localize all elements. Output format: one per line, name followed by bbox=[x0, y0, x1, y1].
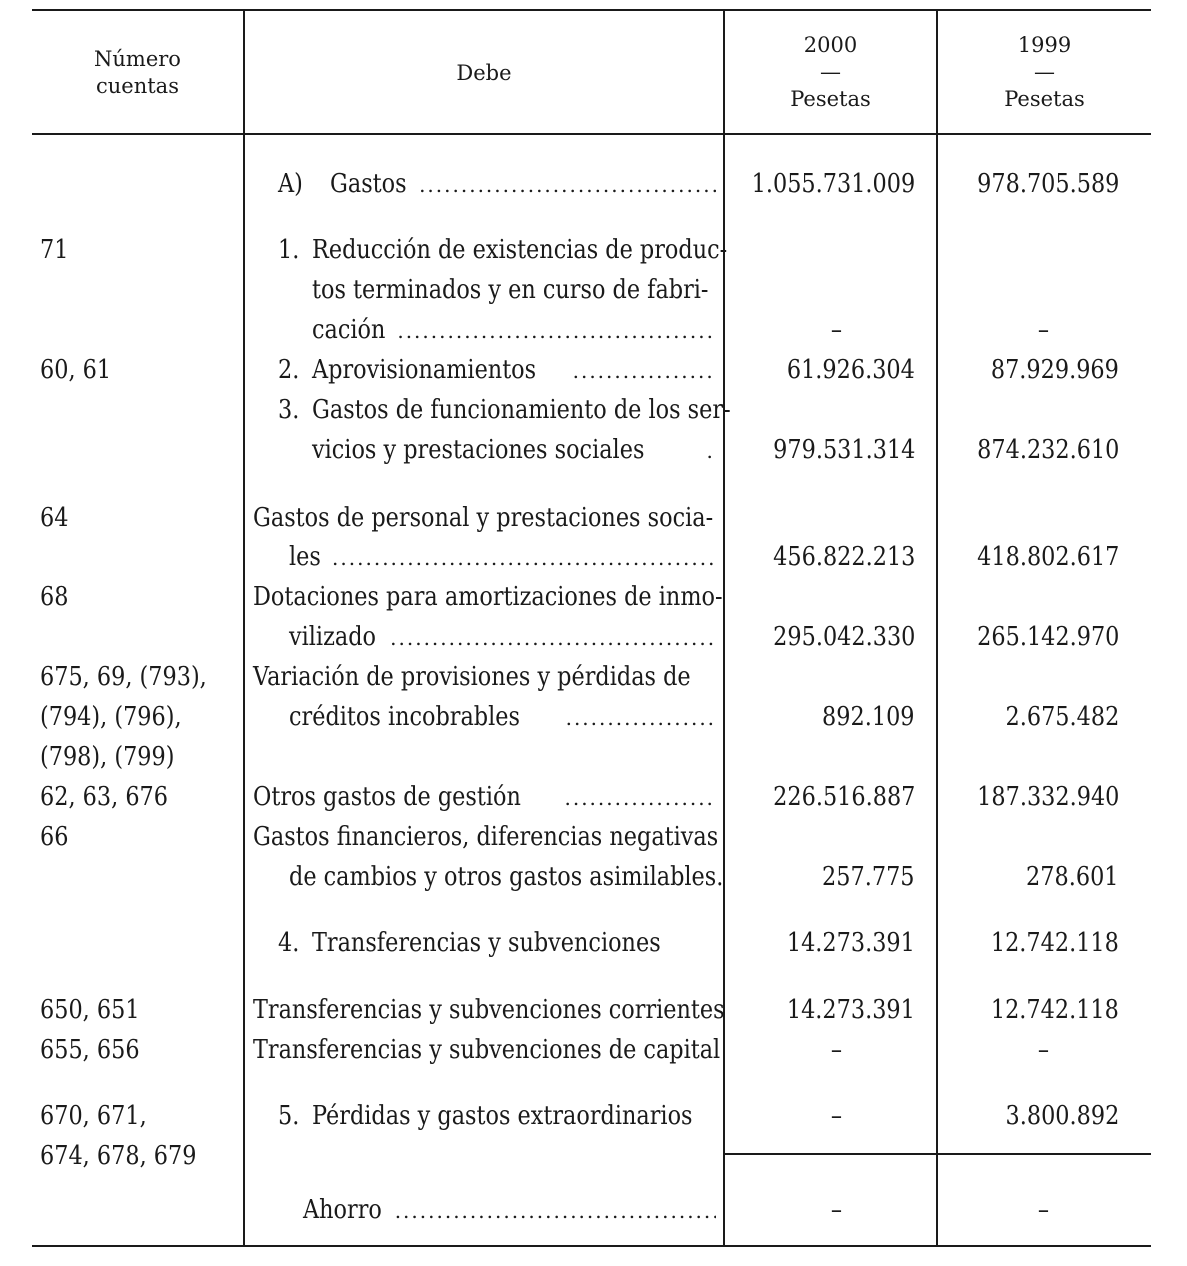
leader-dots bbox=[397, 316, 716, 346]
leader-dots bbox=[573, 356, 716, 386]
personal-line1: Gastos de personal y prestaciones socia- bbox=[253, 503, 714, 533]
row-a-value-2000: 1.055.731.009 bbox=[751, 169, 915, 199]
provisiones-account-line1: 675, 69, (793), bbox=[40, 662, 207, 692]
header-2000-year: 2000 bbox=[803, 33, 858, 57]
personal-line2 bbox=[289, 542, 716, 573]
otros-label: Otros gastos de gestión bbox=[253, 782, 521, 812]
header-2000-dash: — bbox=[820, 60, 841, 84]
dotaciones-line2 bbox=[289, 622, 716, 653]
personal-line2-label: les bbox=[289, 542, 321, 572]
leader-dots bbox=[419, 170, 716, 200]
header-1999-unit: Pesetas bbox=[1004, 87, 1085, 111]
dotaciones-value-2000: 295.042.330 bbox=[772, 622, 915, 652]
provisiones-value-2000: 892.109 bbox=[822, 702, 915, 732]
row-3-line2 bbox=[312, 435, 716, 466]
column-divider-2 bbox=[723, 9, 725, 1247]
provisiones-value-1999: 2.675.482 bbox=[1005, 702, 1119, 732]
header-1999 bbox=[938, 32, 1151, 113]
row-a-value-1999: 978.705.589 bbox=[976, 169, 1119, 199]
corrientes-account: 650, 651 bbox=[40, 995, 140, 1025]
row-1-value-2000: – bbox=[830, 315, 842, 345]
header-2000 bbox=[725, 32, 936, 113]
provisiones-account-line2: (794), (796), bbox=[40, 702, 182, 732]
header-2000-unit: Pesetas bbox=[790, 87, 871, 111]
capital-label: Transferencias y subvenciones de capital bbox=[253, 1035, 721, 1065]
dotaciones-line2-label: vilizado bbox=[289, 622, 376, 652]
financieros-value-1999: 278.601 bbox=[1026, 862, 1119, 892]
row-1-line2: tos terminados y en curso de fabri- bbox=[312, 275, 709, 305]
ahorro-value-2000: – bbox=[830, 1195, 842, 1225]
row-3-value-1999: 874.232.610 bbox=[976, 435, 1119, 465]
row-5-account-line2: 674, 678, 679 bbox=[40, 1141, 197, 1171]
column-divider-3 bbox=[936, 9, 938, 1247]
financieros-account: 66 bbox=[40, 822, 69, 852]
row-3-line1: Gastos de funcionamiento de los ser- bbox=[312, 395, 731, 425]
row-4-num: 4. bbox=[278, 928, 300, 958]
provisiones-line1: Variación de provisiones y pérdidas de bbox=[253, 662, 691, 692]
leader-dots bbox=[699, 436, 716, 466]
header-account-line1: Número bbox=[94, 47, 181, 71]
ahorro-row bbox=[303, 1195, 716, 1226]
row-2-label: Aprovisionamientos bbox=[312, 355, 537, 385]
row-2-account: 60, 61 bbox=[40, 355, 112, 385]
leader-dots bbox=[326, 543, 716, 573]
row-a-prefix: A) bbox=[278, 169, 303, 199]
row-2-aprovisionamientos bbox=[312, 355, 716, 386]
otros-value-2000: 226.516.887 bbox=[772, 782, 915, 812]
row-5-label: Pérdidas y gastos extraordinarios bbox=[312, 1101, 693, 1131]
row-4-value-2000: 14.273.391 bbox=[786, 928, 915, 958]
personal-account: 64 bbox=[40, 503, 69, 533]
row-3-line2-label: vicios y prestaciones sociales bbox=[312, 435, 645, 465]
row-2-value-2000: 61.926.304 bbox=[786, 355, 915, 385]
row-a-label: Gastos bbox=[330, 169, 407, 199]
corrientes-value-2000: 14.273.391 bbox=[786, 995, 915, 1025]
header-debe: Debe bbox=[456, 61, 512, 85]
row-1-value-1999: – bbox=[1037, 315, 1049, 345]
row-1-line3-label: cación bbox=[312, 315, 386, 345]
row-5-account-line1: 670, 671, bbox=[40, 1101, 147, 1131]
row-4-transferencias bbox=[312, 928, 716, 959]
dotaciones-value-1999: 265.142.970 bbox=[976, 622, 1119, 652]
column-divider-1 bbox=[243, 9, 245, 1247]
row-3-value-2000: 979.531.314 bbox=[772, 435, 915, 465]
row-1-account: 71 bbox=[40, 235, 69, 265]
row-5-perdidas bbox=[312, 1101, 716, 1132]
row-4-value-1999: 12.742.118 bbox=[990, 928, 1119, 958]
personal-value-1999: 418.802.617 bbox=[976, 542, 1119, 572]
leader-dots bbox=[395, 1196, 716, 1226]
personal-value-2000: 456.822.213 bbox=[772, 542, 915, 572]
row-2-value-1999: 87.929.969 bbox=[990, 355, 1119, 385]
financieros-line2: de cambios y otros gastos asimilables. bbox=[289, 862, 724, 892]
provisiones-account-line3: (798), (799) bbox=[40, 742, 175, 772]
row-1-line1: Reducción de existencias de produc- bbox=[312, 235, 728, 265]
capital-account: 655, 656 bbox=[40, 1035, 140, 1065]
otros-gastos bbox=[253, 782, 716, 813]
corrientes-value-1999: 12.742.118 bbox=[990, 995, 1119, 1025]
leader-dots bbox=[390, 623, 716, 653]
row-1-num: 1. bbox=[278, 235, 300, 265]
bottom-rule bbox=[32, 1245, 1151, 1247]
header-account bbox=[32, 46, 243, 100]
header-rule bbox=[32, 133, 1151, 135]
ahorro-label: Ahorro bbox=[303, 1195, 382, 1225]
financieros-value-2000: 257.775 bbox=[822, 862, 915, 892]
corrientes-label: Transferencias y subvenciones corrientes bbox=[253, 995, 725, 1025]
header-1999-year: 1999 bbox=[1017, 33, 1072, 57]
row-5-value-2000: – bbox=[830, 1101, 842, 1131]
capital-value-1999: – bbox=[1037, 1035, 1049, 1065]
dotaciones-account: 68 bbox=[40, 582, 69, 612]
row-5-num: 5. bbox=[278, 1101, 300, 1131]
provisiones-line2-label: créditos incobrables bbox=[289, 702, 520, 732]
row-2-num: 2. bbox=[278, 355, 300, 385]
dotaciones-line1: Dotaciones para amortizaciones de inmo- bbox=[253, 582, 723, 612]
financieros-line1: Gastos financieros, diferencias negativas bbox=[253, 822, 719, 852]
otros-account: 62, 63, 676 bbox=[40, 782, 169, 812]
row-a-gastos bbox=[330, 169, 716, 200]
otros-value-1999: 187.332.940 bbox=[976, 782, 1119, 812]
leader-dots bbox=[558, 703, 716, 733]
leader-dots bbox=[754, 1102, 762, 1132]
row-5-value-1999: 3.800.892 bbox=[1005, 1101, 1119, 1131]
top-rule bbox=[32, 9, 1151, 11]
leader-dots bbox=[564, 783, 716, 813]
row-3-num: 3. bbox=[278, 395, 300, 425]
header-1999-dash: — bbox=[1034, 60, 1055, 84]
row-1-line3 bbox=[312, 315, 716, 346]
provisiones-line2 bbox=[289, 702, 716, 733]
leader-dots bbox=[717, 929, 725, 959]
row-4-label: Transferencias y subvenciones bbox=[312, 928, 661, 958]
capital-value-2000: – bbox=[830, 1035, 842, 1065]
ahorro-value-1999: – bbox=[1037, 1195, 1049, 1225]
header-account-line2: cuentas bbox=[96, 74, 179, 98]
